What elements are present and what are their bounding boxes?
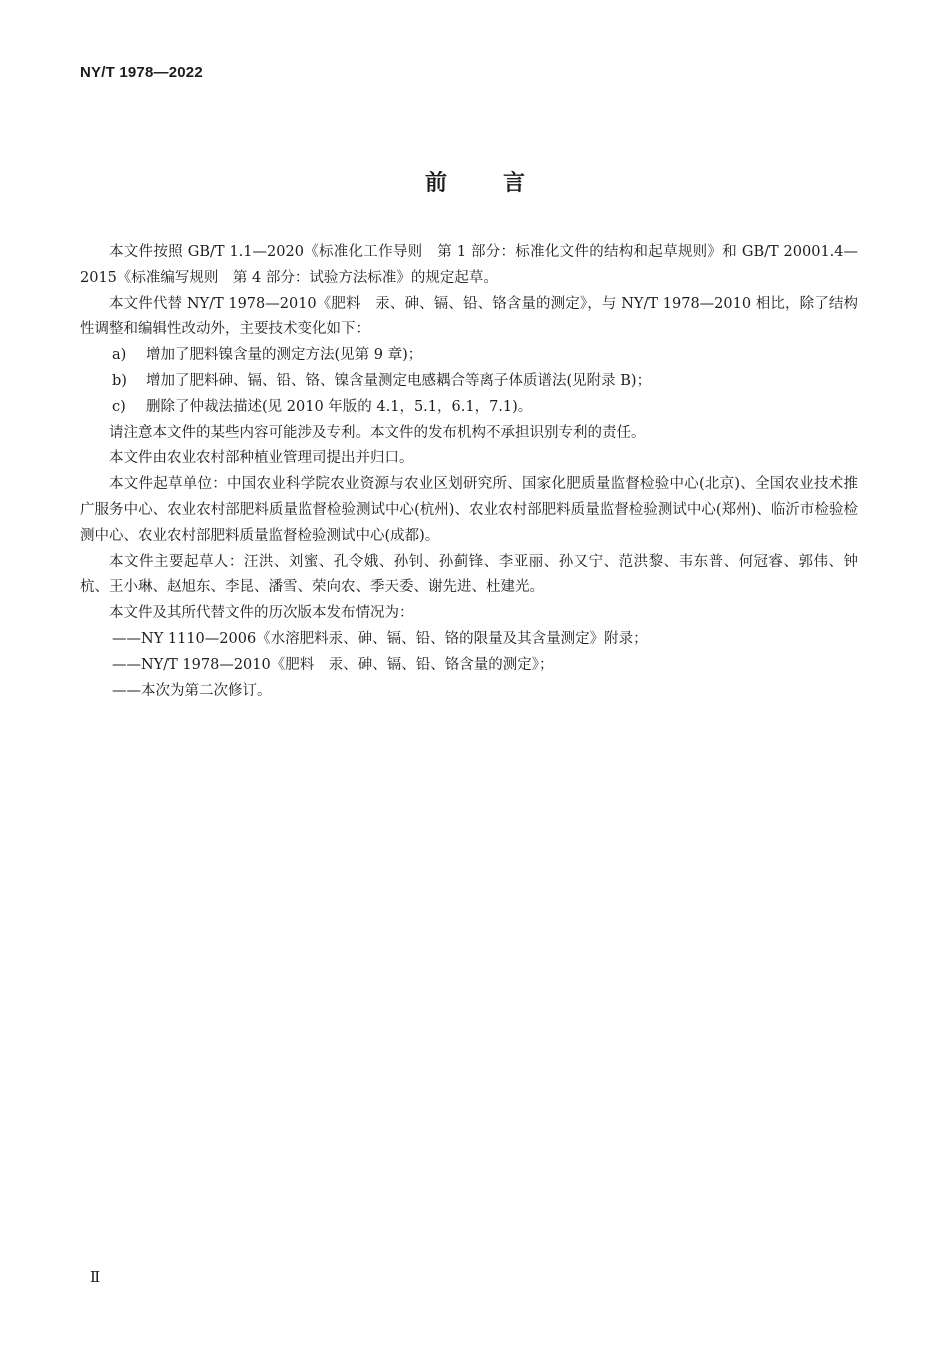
list-item xyxy=(80,395,858,421)
list-marker: a) xyxy=(112,347,127,364)
list-text: 增加了肥料砷、镉、铅、铬、镍含量测定电感耦合等离子体质谱法(见附录 B)； xyxy=(146,372,652,389)
standard-code xyxy=(80,64,203,81)
list-text: 删除了仲裁法描述(见 2010 年版的 4.1，5.1，6.1，7.1)。 xyxy=(146,398,533,415)
foreword-body xyxy=(80,240,858,704)
standard-code-text: NY/T 1978—2022 xyxy=(80,64,203,81)
paragraph-drafters: 本文件主要起草人：汪洪、刘蜜、孔令娥、孙钊、孙蓟锋、李亚丽、孙又宁、范洪黎、韦东普、何冠睿、郭伟、钟杭、王小琳、赵旭东、李昆、潘雪、荣向农、季天委、谢先进、杜建光。 xyxy=(80,553,858,596)
list-marker: b) xyxy=(112,372,127,389)
list-item xyxy=(80,369,858,395)
page-title: 前言 xyxy=(424,171,581,196)
list-text: 增加了肥料镍含量的测定方法(见第 9 章)； xyxy=(146,347,423,364)
paragraph-patent-notice: 请注意本文件的某些内容可能涉及专利。本文件的发布机构不承担识别专利的责任。 xyxy=(109,424,646,441)
history-item: ——NY 1110—2006《水溶肥料汞、砷、镉、铅、铬的限量及其含量测定》附录； xyxy=(112,630,648,647)
paragraph-proposer: 本文件由农业农村部种植业管理司提出并归口。 xyxy=(109,450,414,467)
paragraph-replacement: 本文件代替 NY/T 1978—2010《肥料 汞、砷、镉、铅、铬含量的测定》，与 NY/T 1978—2010 相比，除了结构性调整和编辑性改动外，主要技术变化如下： xyxy=(80,295,858,338)
history-item: ——NY/T 1978—2010《肥料 汞、砷、镉、铅、铬含量的测定》； xyxy=(112,656,554,673)
list-marker: c) xyxy=(112,398,126,415)
history-item: ——本次为第二次修订。 xyxy=(112,682,272,699)
paragraph-drafting-rules: 本文件按照 GB/T 1.1—2020《标准化工作导则 第 1 部分：标准化文件的结构和起草规则》和 GB/T 20001.4—2015《标准编写规则 第 4 部分：试验方法标准》的规定起草。 xyxy=(80,244,858,286)
paragraph-drafting-units: 本文件起草单位：中国农业科学院农业资源与农业区划研究所、国家化肥质量监督检验中心(北京)、全国农业技术推广服务中心、农业农村部肥料质量监督检验测试中心(杭州)、农业农村部肥料质量监督检验测试中心(郑州)、临沂市检验检测中心、农业农村部肥料质量监督检验测试中心(成都)。 xyxy=(80,476,858,544)
page-number: Ⅱ xyxy=(90,1268,101,1286)
paragraph-history-intro: 本文件及其所代替文件的历次版本发布情况为： xyxy=(109,605,414,622)
list-item xyxy=(80,343,858,369)
